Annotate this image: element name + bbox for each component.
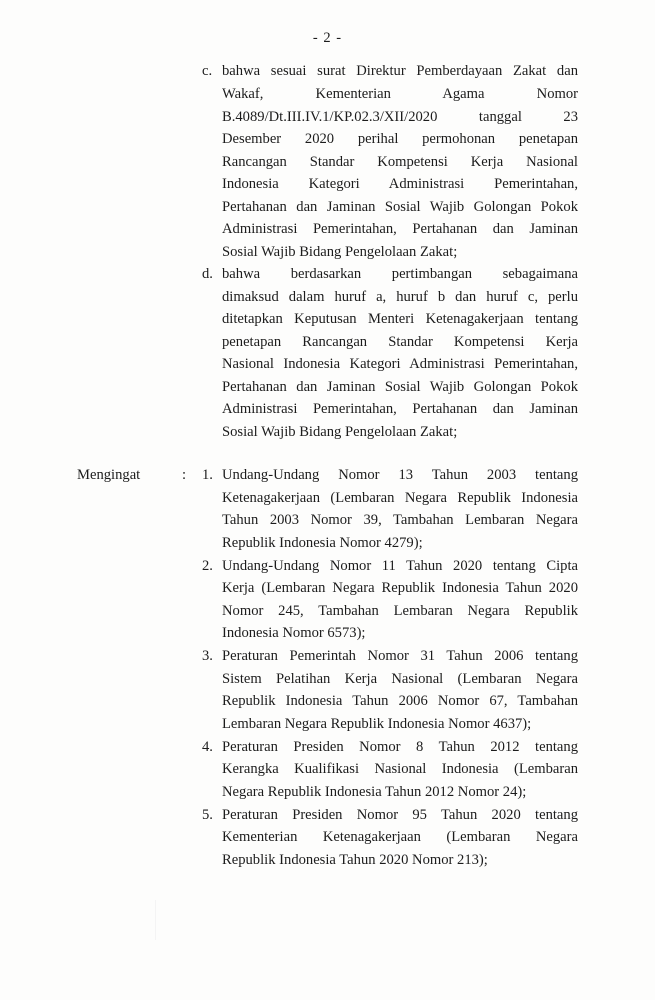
consideration-c-line: bahwa sesuai surat Direktur Pemberdayaan Zakat dan [222, 63, 578, 79]
consideration-c-line: Administrasi Pemerintahan, Pertahanan dan Jaminan [222, 221, 578, 237]
consideration-c-marker: c. [202, 63, 213, 79]
mengingat-item-1-line: Ketenagakerjaan (Lembaran Negara Republik Indonesia [222, 490, 578, 506]
mengingat-item-1-line: Undang-Undang Nomor 13 Tahun 2003 tentang [222, 467, 578, 483]
mengingat-item-3-line: Sistem Pelatihan Kerja Nasional (Lembaran Negara [222, 671, 578, 687]
scan-artifact [155, 900, 156, 940]
mengingat-item-1-line: Republik Indonesia Nomor 4279); [222, 535, 423, 551]
consideration-d-line: ditetapkan Keputusan Menteri Ketenagakerjaan tentang [222, 311, 578, 327]
consideration-c-line: Desember 2020 perihal permohonan penetapan [222, 131, 578, 147]
consideration-d-line: dimaksud dalam huruf a, huruf b dan huruf c, perlu [222, 289, 578, 305]
consideration-c-line: Indonesia Kategori Administrasi Pemerintahan, [222, 176, 578, 192]
mengingat-item-2-line: Undang-Undang Nomor 11 Tahun 2020 tentang Cipta [222, 558, 578, 574]
mengingat-colon: : [182, 467, 187, 483]
mengingat-item-4-line: Kerangka Kualifikasi Nasional Indonesia (Lembaran [222, 761, 578, 777]
consideration-d-line: Administrasi Pemerintahan, Pertahanan dan Jaminan [222, 401, 578, 417]
consideration-d-marker: d. [202, 266, 213, 282]
consideration-d-line: Nasional Indonesia Kategori Administrasi Pemerintahan, [222, 356, 578, 372]
mengingat-label: Mengingat [77, 467, 141, 483]
mengingat-item-2-line: Nomor 245, Tambahan Lembaran Negara Republik [222, 603, 578, 619]
mengingat-item-5-marker: 5. [202, 807, 213, 823]
mengingat-item-3-line: Peraturan Pemerintah Nomor 31 Tahun 2006 tentang [222, 648, 578, 664]
consideration-c-line: B.4089/Dt.III.IV.1/KP.02.3/XII/2020 tanggal 23 [222, 109, 578, 125]
mengingat-item-4-line: Negara Republik Indonesia Tahun 2012 Nomor 24); [222, 784, 527, 800]
mengingat-item-1-line: Tahun 2003 Nomor 39, Tambahan Lembaran Negara [222, 512, 578, 528]
consideration-d-line: penetapan Rancangan Standar Kompetensi Kerja [222, 334, 578, 350]
mengingat-item-4-line: Peraturan Presiden Nomor 8 Tahun 2012 tentang [222, 739, 578, 755]
mengingat-item-3-line: Republik Indonesia Tahun 2006 Nomor 67, Tambahan [222, 693, 578, 709]
mengingat-item-1-marker: 1. [202, 467, 213, 483]
consideration-d-line: bahwa berdasarkan pertimbangan sebagaimana [222, 266, 578, 282]
consideration-c-line: Sosial Wajib Bidang Pengelolaan Zakat; [222, 244, 458, 260]
mengingat-item-5-line: Kementerian Ketenagakerjaan (Lembaran Negara [222, 829, 578, 845]
consideration-d-line: Sosial Wajib Bidang Pengelolaan Zakat; [222, 424, 458, 440]
mengingat-item-4-marker: 4. [202, 739, 213, 755]
mengingat-item-5-line: Republik Indonesia Tahun 2020 Nomor 213); [222, 852, 488, 868]
page-number: - 2 - [312, 30, 343, 46]
mengingat-item-2-line: Kerja (Lembaran Negara Republik Indonesia Tahun 2020 [222, 580, 578, 596]
consideration-c-line: Pertahanan dan Jaminan Sosial Wajib Golongan Pokok [222, 199, 578, 215]
mengingat-item-2-marker: 2. [202, 558, 213, 574]
consideration-d-line: Pertahanan dan Jaminan Sosial Wajib Golongan Pokok [222, 379, 578, 395]
consideration-c-line: Rancangan Standar Kompetensi Kerja Nasional [222, 154, 578, 170]
mengingat-item-3-marker: 3. [202, 648, 213, 664]
mengingat-item-2-line: Indonesia Nomor 6573); [222, 625, 366, 641]
mengingat-item-5-line: Peraturan Presiden Nomor 95 Tahun 2020 tentang [222, 807, 578, 823]
consideration-c-line: Wakaf, Kementerian Agama Nomor [222, 86, 578, 102]
mengingat-item-3-line: Lembaran Negara Republik Indonesia Nomor 4637); [222, 716, 532, 732]
